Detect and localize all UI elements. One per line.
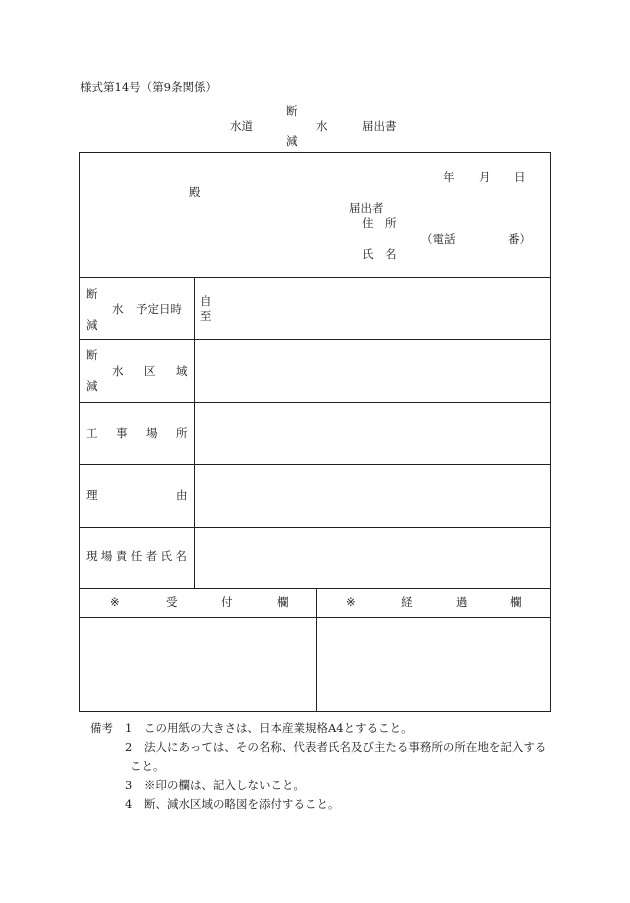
note-text-continued: こと。 [130, 759, 165, 773]
progress-char-1: 経 [401, 595, 413, 609]
receipt-char-3: 欄 [277, 595, 289, 609]
date-month: 月 [479, 170, 491, 184]
receipt-char-1: 受 [166, 595, 178, 609]
schedule-label: 予定日時 [136, 302, 182, 316]
title-top: 断 [286, 104, 298, 118]
schedule-from: 自 [200, 294, 212, 308]
schedule-to: 至 [200, 309, 212, 323]
notes-label: 備考 [90, 721, 113, 735]
reason-char-1: 理 [86, 488, 98, 502]
schedule-top-char: 断 [86, 287, 98, 301]
reason-char-2: 由 [176, 488, 188, 502]
title-bottom: 減 [286, 134, 298, 148]
note-number: 2 [125, 740, 133, 754]
schedule-mid-char: 水 [112, 302, 124, 316]
phone-close: 番） [508, 232, 531, 246]
divider [80, 339, 550, 340]
title-right: 届出書 [362, 119, 397, 133]
schedule-bottom-char: 減 [86, 318, 98, 332]
divider [80, 277, 550, 278]
note-text: この用紙の大きさは、日本産業規格A4とすること。 [144, 721, 413, 735]
manager-label: 現場責任者氏名 [86, 549, 191, 563]
addressee-label: 殿 [189, 185, 201, 199]
phone-label: （電話 [421, 232, 456, 246]
divider [80, 402, 550, 403]
date-year: 年 [443, 170, 455, 184]
divider [80, 588, 550, 589]
column-divider [194, 277, 195, 588]
form-table [79, 152, 551, 712]
note-number: 4 [125, 797, 133, 811]
address-label: 住 所 [362, 216, 397, 230]
progress-char-2: 過 [456, 595, 468, 609]
note-number: 1 [125, 721, 133, 735]
site-char-3: 場 [146, 426, 158, 440]
receipt-char-2: 付 [221, 595, 233, 609]
area-char-3: 域 [176, 364, 188, 378]
progress-char-3: 欄 [510, 595, 522, 609]
divider [80, 464, 550, 465]
name-label: 氏 名 [362, 247, 397, 261]
progress-mark: ※ [346, 595, 356, 609]
title-left: 水道 [230, 119, 253, 133]
form-number: 様式第14号（第9条関係） [80, 80, 217, 94]
site-char-4: 所 [176, 426, 188, 440]
date-day: 日 [514, 170, 526, 184]
site-char-2: 事 [116, 426, 128, 440]
receipt-mark: ※ [110, 595, 120, 609]
area-char-2: 区 [144, 364, 156, 378]
divider [80, 617, 550, 618]
column-divider [316, 588, 317, 712]
note-text: ※印の欄は、記入しないこと。 [144, 778, 305, 792]
note-number: 3 [125, 778, 133, 792]
divider [80, 527, 550, 528]
title-center: 水 [316, 119, 328, 133]
note-text: 断、減水区域の略図を添付すること。 [144, 797, 340, 811]
notifier-label: 届出者 [349, 201, 384, 215]
area-char-1: 水 [112, 364, 124, 378]
site-char-1: 工 [86, 426, 98, 440]
note-text: 法人にあっては、その名称、代表者氏名及び主たる事務所の所在地を記入する [144, 740, 547, 754]
area-bottom-char: 減 [86, 379, 98, 393]
area-top-char: 断 [86, 348, 98, 362]
